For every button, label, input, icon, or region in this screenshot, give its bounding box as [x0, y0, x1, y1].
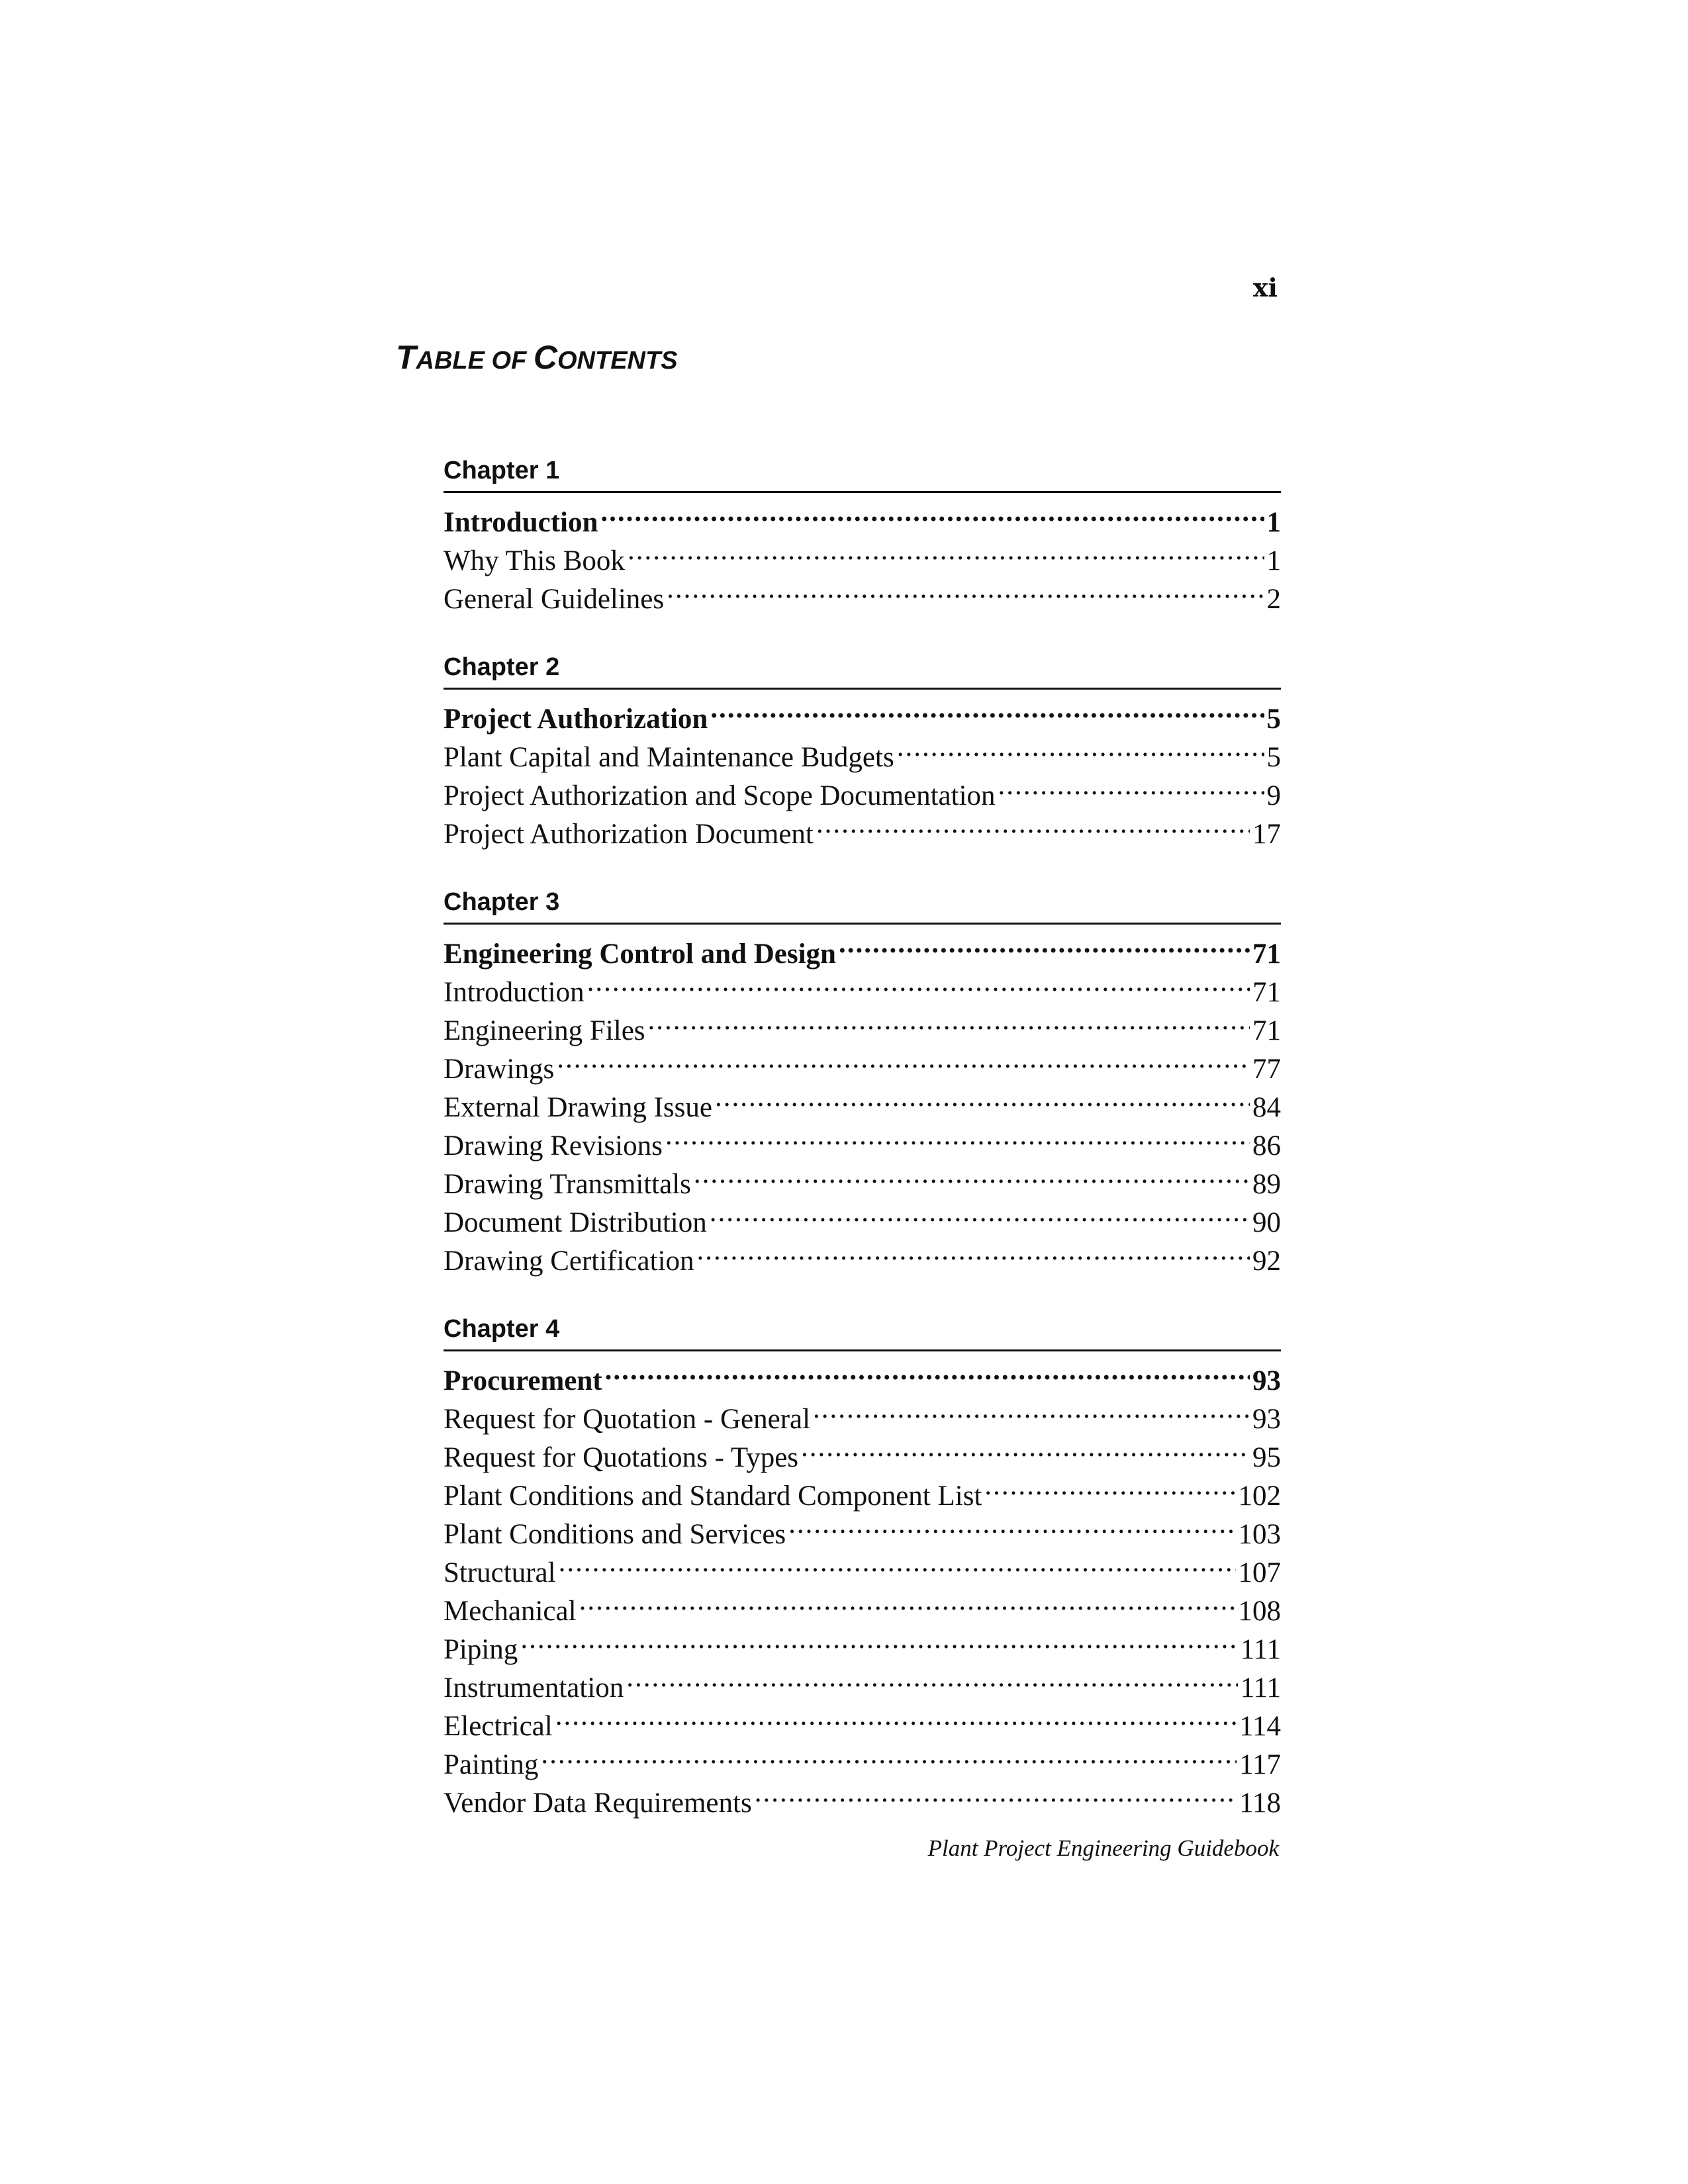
section-title: Document Distribution: [444, 1207, 707, 1238]
dot-leader: [694, 1155, 1250, 1193]
dot-leader: [801, 1428, 1250, 1467]
page-ref: 5: [1266, 704, 1281, 735]
chapter-label: Chapter 4: [444, 1311, 1281, 1351]
page-ref: 108: [1238, 1596, 1281, 1627]
page-ref: 111: [1240, 1634, 1281, 1665]
page-ref: 71: [1252, 938, 1281, 970]
page-ref: 17: [1252, 819, 1281, 850]
page-ref: 111: [1240, 1672, 1281, 1704]
chapter-title-entry[interactable]: [444, 493, 1281, 538]
page-ref: 2: [1266, 584, 1281, 615]
section-title: Plant Conditions and Standard Component List: [444, 1480, 982, 1512]
section-entry[interactable]: [444, 1735, 1281, 1780]
section-entry[interactable]: [444, 1774, 1281, 1819]
page-ref: 107: [1238, 1557, 1281, 1588]
dot-leader: [813, 1390, 1250, 1428]
page-ref: 102: [1238, 1480, 1281, 1512]
section-title: Project Authorization Document: [444, 819, 814, 850]
page-title-part-1: ABLE OF: [416, 347, 534, 375]
section-title: Drawing Revisions: [444, 1130, 663, 1161]
section-entry[interactable]: [444, 1543, 1281, 1588]
dot-leader: [555, 1697, 1237, 1735]
page-ref: 114: [1239, 1711, 1281, 1742]
chapter-section: [444, 884, 1281, 1277]
page-ref: 103: [1238, 1519, 1281, 1550]
dot-leader: [587, 963, 1250, 1001]
page-ref: 84: [1252, 1092, 1281, 1123]
chapter-section: [444, 649, 1281, 850]
dot-leader: [665, 1116, 1250, 1155]
chapter-title-entry[interactable]: [444, 690, 1281, 735]
section-entry[interactable]: [444, 1659, 1281, 1704]
dot-leader: [605, 1351, 1250, 1390]
page-title-initial-2: C: [533, 339, 557, 376]
dot-leader: [541, 1735, 1237, 1774]
section-title: Request for Quotations - Types: [444, 1442, 799, 1473]
page-ref: 5: [1266, 742, 1281, 773]
page-ref: 95: [1252, 1442, 1281, 1473]
dot-leader: [579, 1582, 1236, 1620]
chapter-title: Procurement: [444, 1365, 602, 1396]
page-ref: 1: [1266, 545, 1281, 576]
chapter-label: Chapter 3: [444, 884, 1281, 925]
chapter-title: Project Authorization: [444, 704, 708, 735]
section-title: General Guidelines: [444, 584, 665, 615]
page-ref: 93: [1252, 1404, 1281, 1435]
page-ref: 77: [1252, 1054, 1281, 1085]
dot-leader: [710, 690, 1264, 728]
dot-leader: [816, 805, 1250, 843]
section-title: Drawing Certification: [444, 1246, 694, 1277]
table-of-contents: [444, 453, 1281, 1853]
dot-leader: [628, 531, 1264, 570]
section-entry[interactable]: [444, 1582, 1281, 1627]
chapter-title-entry[interactable]: [444, 925, 1281, 970]
chapter-label: Chapter 1: [444, 453, 1281, 493]
dot-leader: [755, 1774, 1237, 1812]
page-ref: 93: [1252, 1365, 1281, 1396]
dot-leader: [998, 766, 1264, 805]
section-title: Why This Book: [444, 545, 625, 576]
page-ref: 86: [1252, 1130, 1281, 1161]
chapter-title: Engineering Control and Design: [444, 938, 836, 970]
dot-leader: [559, 1543, 1236, 1582]
section-title: Request for Quotation - General: [444, 1404, 811, 1435]
dot-leader: [715, 1078, 1250, 1116]
section-title: Mechanical: [444, 1596, 577, 1627]
section-title: Instrumentation: [444, 1672, 624, 1704]
page-ref: 90: [1252, 1207, 1281, 1238]
section-entry[interactable]: [444, 1040, 1281, 1085]
dot-leader: [788, 1505, 1235, 1543]
page-ref: 9: [1266, 780, 1281, 811]
page-ref: 71: [1252, 1015, 1281, 1046]
page-number: xi: [1252, 273, 1278, 302]
section-title: Drawing Transmittals: [444, 1169, 691, 1200]
dot-leader: [984, 1467, 1235, 1505]
dot-leader: [697, 1232, 1250, 1270]
section-title: Plant Capital and Maintenance Budgets: [444, 742, 894, 773]
dot-leader: [839, 925, 1250, 963]
chapter-section: [444, 1311, 1281, 1819]
dot-leader: [667, 570, 1264, 608]
section-title: External Drawing Issue: [444, 1092, 712, 1123]
page-ref: 118: [1239, 1788, 1281, 1819]
chapter-title: Introduction: [444, 507, 598, 538]
chapter-title-entry[interactable]: [444, 1351, 1281, 1396]
page-ref: 92: [1252, 1246, 1281, 1277]
dot-leader: [648, 1001, 1250, 1040]
page-ref: 1: [1266, 507, 1281, 538]
section-title: Electrical: [444, 1711, 553, 1742]
page-title-part-2: ONTENTS: [557, 347, 678, 375]
section-title: Introduction: [444, 977, 585, 1008]
chapter-label: Chapter 2: [444, 649, 1281, 690]
page-title: [396, 336, 678, 382]
dot-leader: [626, 1659, 1237, 1697]
dot-leader: [557, 1040, 1250, 1078]
dot-leader: [600, 493, 1264, 531]
page-ref: 71: [1252, 977, 1281, 1008]
section-title: Vendor Data Requirements: [444, 1788, 752, 1819]
section-title: Project Authorization and Scope Documentation: [444, 780, 996, 811]
section-title: Piping: [444, 1634, 518, 1665]
page-ref: 89: [1252, 1169, 1281, 1200]
dot-leader: [520, 1620, 1237, 1659]
dot-leader: [897, 728, 1264, 766]
section-entry[interactable]: [444, 1078, 1281, 1123]
section-title: Structural: [444, 1557, 556, 1588]
page-footer: Plant Project Engineering Guidebook: [927, 1835, 1279, 1861]
page-ref: 117: [1239, 1749, 1281, 1780]
section-entry[interactable]: [444, 1620, 1281, 1665]
section-title: Painting: [444, 1749, 539, 1780]
page-title-initial-1: T: [396, 339, 416, 376]
section-entry[interactable]: [444, 1697, 1281, 1742]
chapter-section: [444, 453, 1281, 615]
section-title: Engineering Files: [444, 1015, 645, 1046]
section-title: Drawings: [444, 1054, 555, 1085]
dot-leader: [710, 1193, 1250, 1232]
section-title: Plant Conditions and Services: [444, 1519, 786, 1550]
